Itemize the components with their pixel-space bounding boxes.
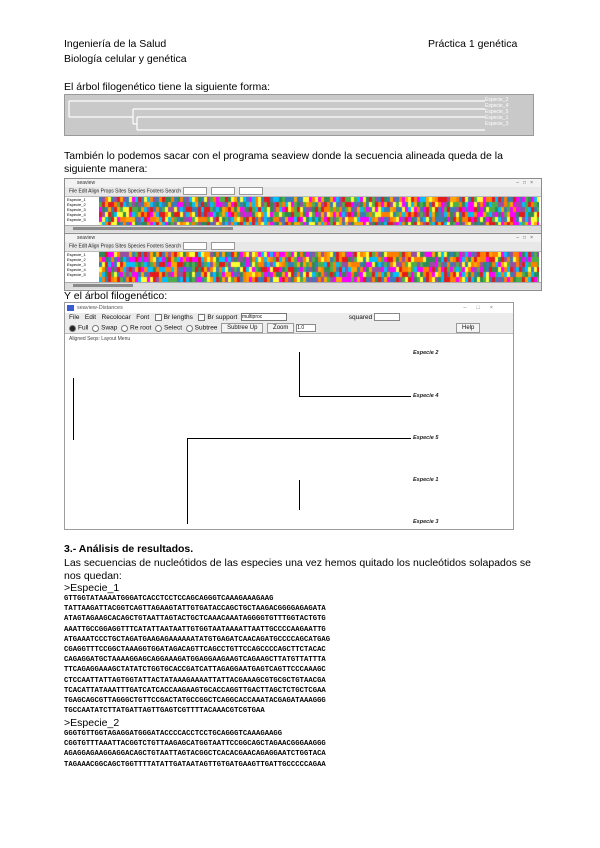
results-heading: 3.- Análisis de resultados. <box>64 543 194 555</box>
window-title: seaview-Distances <box>77 305 123 311</box>
window-controls[interactable]: –□× <box>463 305 503 311</box>
window-controls[interactable]: –□× <box>516 180 537 186</box>
zoom-button[interactable]: Zoom <box>267 323 294 333</box>
window-controls[interactable]: –□× <box>516 235 537 241</box>
tree1-leaf: Especie_4 <box>485 103 509 109</box>
alignment-grid[interactable] <box>99 252 539 282</box>
sequence-line: TATTAAGATTACGGTCAGTTAGAAGTATTGTGATACCAGCTGCTAAGACGGGGAGAGATA <box>64 605 326 614</box>
header-course: Ingeniería de la Salud <box>64 38 167 50</box>
help-button[interactable]: Help <box>456 323 480 333</box>
tree-branch <box>73 378 74 440</box>
seaview-window-1 <box>64 178 542 234</box>
header-practice: Práctica 1 genética <box>428 38 518 50</box>
subtree-up-button[interactable]: Subtree Up <box>221 323 263 333</box>
seaview-menubar[interactable]: File Edit Align Props Sites Species Footers Search <box>65 242 541 252</box>
br-support-checkbox[interactable] <box>198 314 205 321</box>
sequence-line: ATGAAATCCCTGCTAGATGAAGAGAAAAAATATGTGAGATCAACAGATGCCCCAGCATGAG <box>64 635 331 644</box>
zoom-value-input[interactable]: 1.0 <box>296 324 316 332</box>
squared-input[interactable] <box>374 313 400 321</box>
tree-leaf-label[interactable]: Especie 3 <box>413 519 439 525</box>
sequence-line: CTCCAATTATTAGTGGTATTACTATAAAGAAAATTATTACGAAAGCGTGCGCTGTAACGA <box>64 676 326 685</box>
tree-leaf-label[interactable]: Especie 1 <box>413 477 439 483</box>
tree-caption: Aligned Seqs: Layout Menu <box>69 336 131 342</box>
swap-radio[interactable] <box>92 325 99 332</box>
tree1-leaf: Especie_5 <box>485 109 509 115</box>
full-label: Full <box>78 324 89 332</box>
species2-label: >Especie_2 <box>64 717 120 729</box>
tree-canvas[interactable] <box>65 334 513 529</box>
sequence-line: GGGTGTTGGTAGAGGATGGGATACCCCACCTCCTGCAGGGTCAAAGAAGG <box>64 730 283 738</box>
njtree-menubar <box>65 313 513 323</box>
subtree-radio[interactable] <box>186 325 193 332</box>
select-label: Select <box>163 324 183 332</box>
subtree-label: Subtree <box>194 324 218 332</box>
seaview-menubar[interactable]: File Edit Align Props Sites Species Footers Search <box>65 187 541 197</box>
tree-leaf-label[interactable]: Especie 2 <box>413 350 439 356</box>
sequence-line: TCACATTATAAATTTGATCATCACCAAGAAGTGCACCAGGTTGACTTAGCTCTGCTCGAA <box>64 686 326 695</box>
squared-label: squared <box>348 314 373 321</box>
header-subject: Biología celular y genética <box>64 53 187 65</box>
tree-leaf-label[interactable]: Especie 4 <box>413 393 439 399</box>
njtree-window <box>64 302 514 530</box>
select-radio[interactable] <box>155 325 162 332</box>
tree-mode-select[interactable]: multiproc <box>241 313 287 321</box>
species1-label: >Especie_1 <box>64 582 120 594</box>
njtree-intro: Y el árbol filogenético: <box>64 290 168 302</box>
seaview-intro: También lo podemos sacar con el programa seaview donde la secuencia alineada queda de la siguiente manera: <box>64 150 503 175</box>
seaview-title: seaview <box>77 235 96 241</box>
br-lengths-label: Br lengths <box>163 314 193 321</box>
br-support-label: Br support <box>207 314 238 321</box>
sequence-line: TTCAGAGGAAAGCTATATCTGGTGCACCGATCATTAGAGGAATGAGTCAGTTCCCAAAGC <box>64 666 326 675</box>
menu-edit[interactable]: Edit <box>84 314 97 321</box>
sequence-line: CGGTGTTTAAATTACGGTCTGTTAAGAGCATGGTAATTCCGGCAGCTAGAACGGGAAGGG <box>64 740 326 749</box>
reroot-label: Re root <box>130 324 152 332</box>
full-radio[interactable] <box>69 325 76 332</box>
species2-sequence <box>64 729 326 770</box>
alignment-grid[interactable] <box>99 197 539 225</box>
app-icon <box>67 305 74 311</box>
sequence-line: TGCCAATATCTTATGATTAGTTGAGTCGTTTTACAAACGTCGTGAA <box>64 707 265 716</box>
sequence-names: Especie_1 Especie_2 Especie_3 Especie_4 Especie_5 <box>65 252 97 277</box>
seaview-window-2 <box>64 233 542 291</box>
sequence-line: TGAGCAGCGTTAGGGCTGTTCCGACTATGCCGGCTCAGGCACCAAATACGAGATAAAGGG <box>64 697 326 706</box>
tree-branch <box>187 438 411 439</box>
sequence-line: AAATTGCCGGAGGTTTCATATTAATAATTGTGGTAATAAAATTAATTGCCCCAAGAATTG <box>64 625 326 634</box>
sequence-line: AGAGGAGAAGGAGGACAGCTGTAATTAGTACGGCTCACACGAACAGAGGAATCTGGTACA <box>64 750 326 759</box>
species1-sequence <box>64 594 330 716</box>
menu-file[interactable]: File <box>69 314 80 321</box>
seaview-title: seaview <box>77 180 96 186</box>
sequence-line: CGAGGTTTCCGGCTAAAGGTGGATAGACAGTTCAGCCTGTTCCAGCCCCAGCTTCTACAC <box>64 646 326 655</box>
sequence-line: CAGAGGATGCTAAAAGGAGCAGGAAAGATGGAGGAAGAAGTCAGAAGCTTATGTTATTTA <box>64 656 326 665</box>
br-lengths-checkbox[interactable] <box>155 314 162 321</box>
horizontal-scrollbar[interactable] <box>65 225 541 232</box>
horizontal-scrollbar[interactable] <box>65 282 541 289</box>
results-paragraph: Las secuencias de nucleótidos de las especies una vez hemos quitado los nucleótidos solapados se nos quedan: <box>64 557 531 582</box>
sequence-names: Especie_1 Especie_2 Especie_3 Especie_4 Especie_5 <box>65 197 97 222</box>
tree-leaf-label[interactable]: Especie 5 <box>413 435 439 441</box>
sequence-line: TAGAAACGGCAGCTGGTTTTATATTGATAATAGTTGTGATGAAGTTGATTGCCCCCAGAA <box>64 760 326 769</box>
sequence-line: GTTGGTATAAAATGGGATCACCTCCTCCAGCAGGGTCAAAGAAAGAAG <box>64 595 274 603</box>
tree-branch <box>299 396 411 397</box>
njtree-toolbar <box>65 323 513 334</box>
tree1-leaf: Especie_3 <box>485 121 509 127</box>
tree-branch <box>299 352 300 396</box>
reroot-radio[interactable] <box>121 325 128 332</box>
swap-label: Swap <box>101 324 118 332</box>
tree1-leaf: Especie_2 <box>485 97 509 103</box>
tree-intro: El árbol filogenético tiene la siguiente forma: <box>64 81 271 93</box>
phylogenetic-tree-image <box>64 94 534 136</box>
menu-recolocar[interactable]: Recolocar <box>101 314 131 321</box>
menu-font[interactable]: Font <box>136 314 150 321</box>
tree1-leaf: Especie_1 <box>485 115 509 121</box>
sequence-line: ATAGTAGAAGCACAGCTGTAATTAGTACTGCTCAAACAAATAGGGGTGTTTGGTACTGTG <box>64 615 326 624</box>
tree-branch <box>187 438 188 524</box>
tree-branch <box>299 480 300 510</box>
